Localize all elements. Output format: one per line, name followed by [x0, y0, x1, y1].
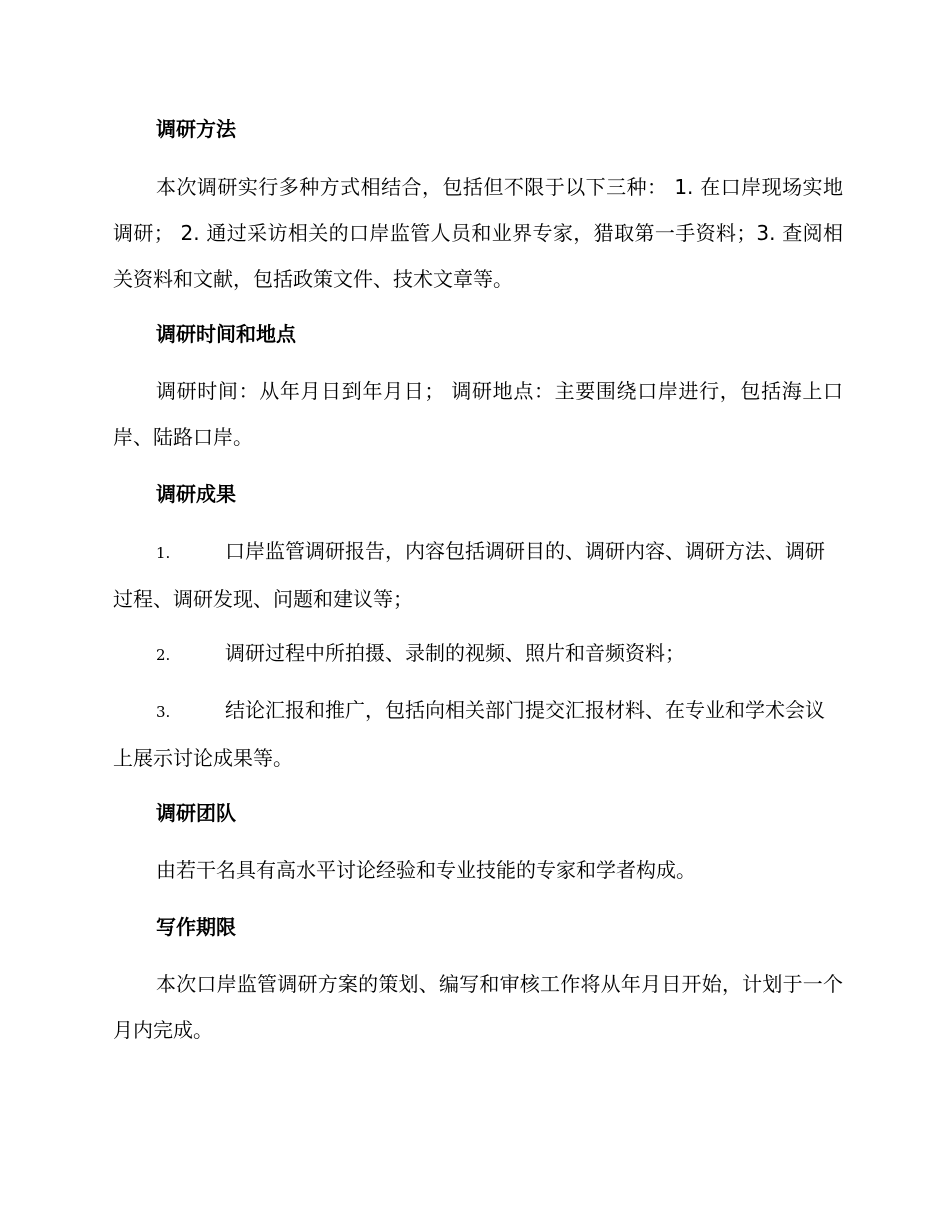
list-item-number: 2. — [156, 646, 171, 664]
section-heading-methods: 调研方法 — [156, 117, 236, 141]
section-heading-team: 调研团队 — [156, 801, 236, 825]
list-item-number: 3. — [156, 703, 171, 721]
results-list-item — [113, 630, 843, 678]
section-body-methods: 本次调研实行多种方式相结合，包括但不限于以下三种： 1. 在口岸现场实地调研； 2. 通过采访相关的口岸监管人员和业界专家，猎取第一手资料；3. 查阅相关资料和文献，包括政策文件、技术文章等。 — [113, 175, 843, 291]
section-heading-time-place: 调研时间和地点 — [156, 322, 296, 346]
list-item-number: 1. — [156, 544, 171, 562]
results-list-item — [113, 687, 843, 781]
section-heading-results: 调研成果 — [156, 482, 236, 506]
list-item-text: 调研过程中所拍摄、录制的视频、照片和音频资料； — [225, 641, 685, 665]
results-list-item — [113, 528, 843, 622]
list-item-text: 口岸监管调研报告，内容包括调研目的、调研内容、调研方法、调研过程、调研发现、问题和建议等； — [113, 539, 825, 611]
section-body-team: 由若干名具有高水平讨论经验和专业技能的专家和学者构成。 — [156, 858, 696, 882]
list-item-text: 结论汇报和推广，包括向相关部门提交汇报材料、在专业和学术会议上展示讨论成果等。 — [113, 698, 825, 770]
section-body-deadline: 本次口岸监管调研方案的策划、编写和审核工作将从年月日开始，计划于一个月内完成。 — [113, 972, 843, 1042]
section-body-time-place: 调研时间：从年月日到年月日； 调研地点：主要围绕口岸进行，包括海上口岸、陆路口岸。 — [113, 379, 843, 449]
section-heading-deadline: 写作期限 — [156, 915, 236, 939]
